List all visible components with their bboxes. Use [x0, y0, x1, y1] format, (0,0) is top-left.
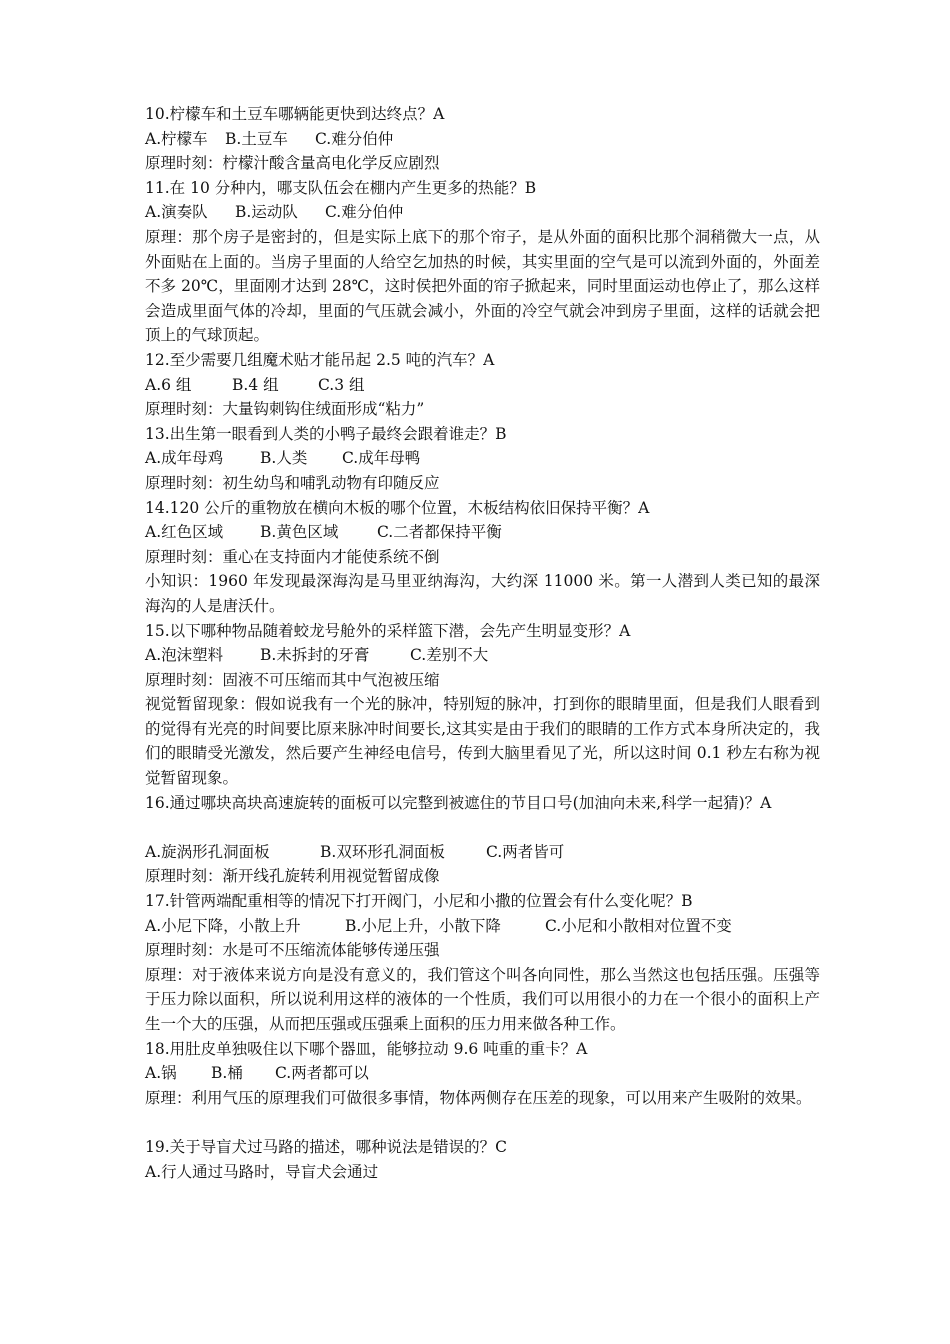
- option-item: B.桶: [211, 1064, 243, 1083]
- option-item: C.难分伯仲: [315, 129, 394, 148]
- option-item: B.未拆封的牙膏: [260, 646, 370, 665]
- option-item: A.小尼下降，小散上升: [145, 916, 301, 935]
- text-line: 19.关于导盲犬过马路的描述，哪种说法是错误的？C: [145, 1138, 508, 1156]
- answer-options: [145, 446, 820, 471]
- text-line: 13.出生第一眼看到人类的小鸭子最终会跟着谁走？B: [145, 424, 507, 443]
- option-item: A.成年母鸡: [145, 449, 224, 468]
- paragraph: 原理：那个房子是密封的，但是实际上底下的那个帘子，是从外面的面积比那个洞稍微大一点，从外面贴在上面的。当房子里面的人给空乞加热的时候，其实里面的空气是可以流到外面的，外面差不多 20℃，里面刚才达到 28℃，这时侯把外面的帘子掀起来，同时里面运动也停止了，那么这样会造成里面气体的冷却，里面的气压就会减小，外面的冷空气就会冲到房子里面，这样的话就会把顶上的气球顶起。: [145, 227, 820, 345]
- option-item: B.运动队: [235, 203, 298, 222]
- option-item: C.两者皆可: [486, 842, 565, 861]
- text-line: 原理时刻：渐开线孔旋转利用视觉暂留成像: [145, 867, 440, 886]
- answer-options: [145, 373, 820, 398]
- answer-options: [145, 127, 820, 152]
- option-item: A.6 组: [145, 375, 192, 394]
- option-item: C.成年母鸭: [342, 449, 421, 468]
- option-item: B.4 组: [232, 375, 279, 394]
- option-item: A.锅: [145, 1064, 177, 1083]
- text-line: 原理时刻：柠檬汁酸含量高电化学反应剧烈: [145, 154, 440, 173]
- option-item: B.小尼上升，小散下降: [345, 916, 501, 935]
- text-line: 原理时刻：初生幼鸟和哺乳动物有印随反应: [145, 473, 440, 492]
- option-item: C.3 组: [318, 375, 365, 394]
- answer-options: [145, 643, 820, 668]
- option-item: B.人类: [260, 449, 308, 468]
- text-line: 原理时刻：重心在支持面内才能使系统不倒: [145, 547, 440, 566]
- text-line: 原理时刻：固液不可压缩而其中气泡被压缩: [145, 670, 440, 689]
- text-line: A.行人通过马路时，导盲犬会通过: [145, 1162, 379, 1181]
- option-item: A.柠檬车: [145, 129, 208, 148]
- paragraph: 原理：利用气压的原理我们可做很多事情，物体两侧存在压差的现象，可以用来产生吸附的效果。: [145, 1088, 812, 1107]
- answer-options: [145, 1061, 820, 1086]
- document-page: [145, 102, 820, 1184]
- option-item: B.土豆车: [225, 129, 288, 148]
- text-line: 14.120 公斤的重物放在横向木板的哪个位置，木板结构依旧保持平衡？A: [145, 498, 650, 517]
- option-item: A.红色区域: [145, 523, 224, 542]
- option-item: A.旋涡形孔洞面板: [145, 842, 270, 861]
- option-item: C.二者都保持平衡: [377, 523, 502, 542]
- text-line: 12.至少需要几组魔术贴才能吊起 2.5 吨的汽车？A: [145, 350, 495, 369]
- option-item: C.差别不大: [410, 646, 489, 665]
- option-item: C.小尼和小散相对位置不变: [545, 916, 732, 935]
- paragraph: 16.通过哪块高块高速旋转的面板可以完整到被遮住的节目口号(加油向未来,科学一起猜)？A: [145, 793, 772, 812]
- text-line: 原理时刻：大量钩刺钩住绒面形成“粘力”: [145, 400, 425, 419]
- text-line: 原理时刻：水是可不压缩流体能够传递压强: [145, 941, 440, 960]
- text-line: 10.柠檬车和土豆车哪辆能更快到达终点？A: [145, 105, 445, 123]
- option-item: B.黄色区域: [260, 523, 339, 542]
- text-line: 17.针管两端配重相等的情况下打开阀门，小尼和小撒的位置会有什么变化呢？B: [145, 892, 693, 911]
- text-line: 18.用肚皮单独吸住以下哪个器皿，能够拉动 9.6 吨重的重卡？A: [145, 1039, 588, 1058]
- text-line: 15.以下哪种物品随着蛟龙号舱外的采样篮下潜，会先产生明显变形？A: [145, 621, 631, 640]
- paragraph: 原理：对于液体来说方向是没有意义的，我们管这个叫各向同性，那么当然这也包括压强。压强等于压力除以面积，所以说利用这样的液体的一个性质，我们可以用很小的力在一个很小的面积上产生一个大的压强，从而把压强或压强乘上面积的压力用来做各种工作。: [145, 965, 820, 1034]
- answer-options: [145, 840, 820, 865]
- answer-options: [145, 520, 820, 545]
- option-item: C.两者都可以: [275, 1064, 369, 1083]
- paragraph: 小知识：1960 年发现最深海沟是马里亚纳海沟，大约深 11000 米。第一人潜到人类已知的最深海沟的人是唐沃什。: [145, 572, 820, 615]
- option-item: A.泡沫塑料: [145, 646, 224, 665]
- paragraph: 视觉暂留现象：假如说我有一个光的脉冲，特别短的脉冲，打到你的眼睛里面，但是我们人眼看到的觉得有光亮的时间要比原来脉冲时间要长,这其实是由于我们的眼睛的工作方式本身所决定的，我们的眼睛受光激发，然后要产生神经电信号，传到大脑里看见了光，所以这时间 0.1 秒左右称为视觉暂留现象。: [145, 695, 820, 788]
- option-item: A.演奏队: [145, 203, 208, 222]
- text-line: 11.在 10 分种内，哪支队伍会在棚内产生更多的热能？B: [145, 178, 537, 197]
- option-item: C.难分伯仲: [325, 203, 404, 222]
- answer-options: [145, 200, 820, 225]
- option-item: B.双环形孔洞面板: [320, 842, 445, 861]
- answer-options: [145, 914, 820, 939]
